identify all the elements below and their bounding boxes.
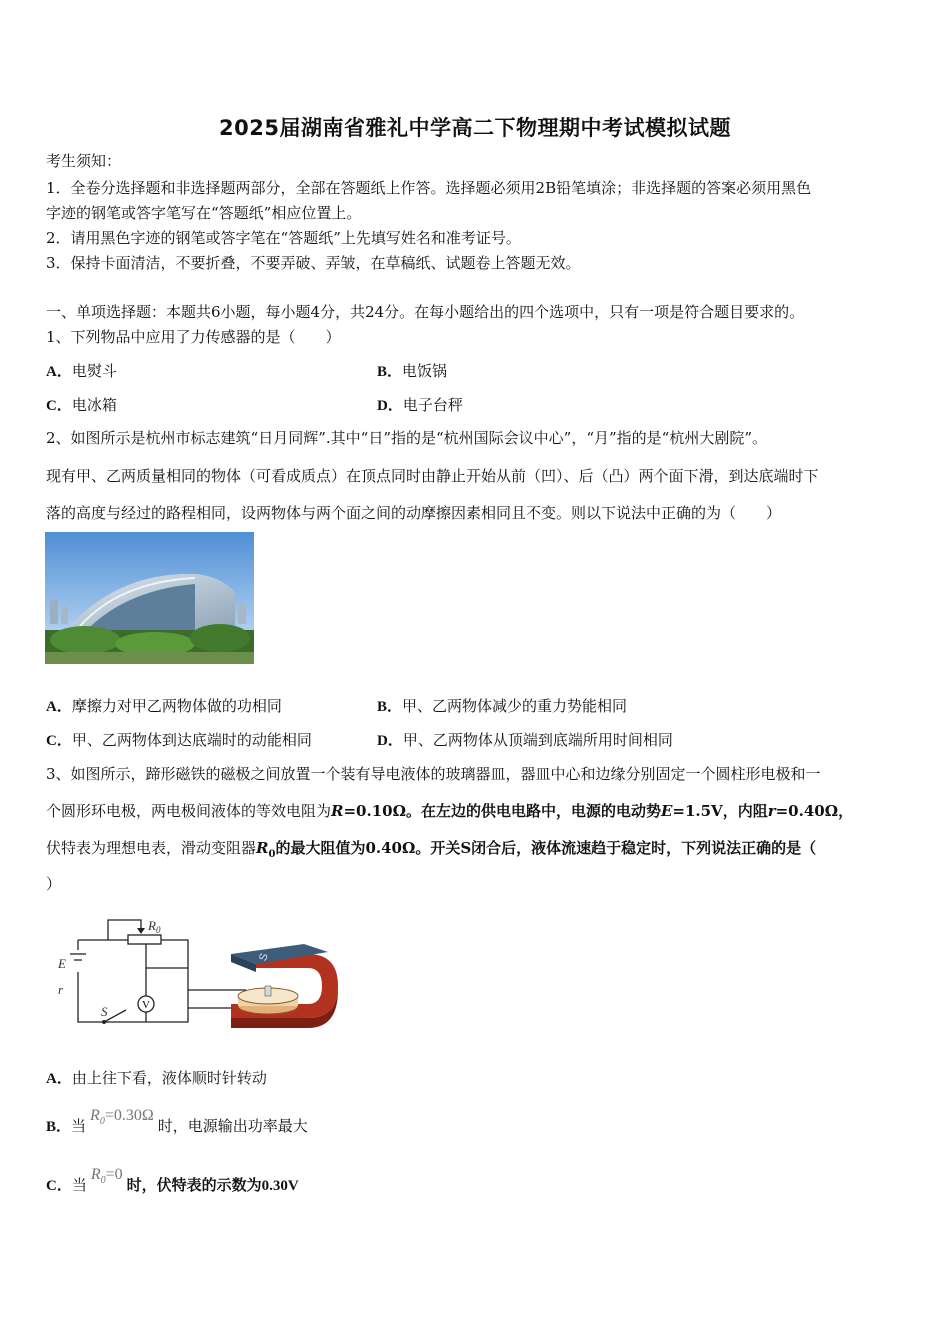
q3-option-b: B．当$R_0=0.30\Omega$时，电源输出功率最大 [46, 1107, 308, 1136]
q1-option-a: A．电熨斗 [46, 362, 117, 380]
emf-label: E [58, 956, 66, 971]
circuit-diagram [46, 910, 346, 1035]
notice-item: 字迹的钢笔或答字笔写在“答题纸”相应位置上。 [46, 204, 362, 222]
q2-stem-line: 2、如图所示是杭州市标志建筑“日月同辉”.其中“日”指的是“杭州国际会议中心”，“月”指的是“杭州大剧院”。 [46, 429, 768, 447]
magnet-pole-label: S [256, 951, 271, 963]
notice-item: 1．全卷分选择题和非选择题两部分，全部在答题纸上作答。选择题必须用2B铅笔填涂；非选择题的答案必须用黑色 [46, 179, 812, 197]
q1-stem: 1、下列物品中应用了力传感器的是（ ） [46, 328, 341, 346]
switch-label: S [101, 1004, 108, 1019]
horseshoe-magnet [231, 944, 338, 1028]
internal-resistance-label: r [58, 982, 64, 997]
section-heading: 一、单项选择题：本题共6小题，每小题4分，共24分。在每小题给出的四个选项中，只有一项是符合题目要求的。 [46, 303, 805, 321]
voltmeter-label: V [142, 999, 150, 1011]
q1-option-d: D．电子台秤 [377, 396, 463, 414]
q2-stem-line: 落的高度与经过的路程相同，设两物体与两个面之间的动摩擦因素相同且不变。则以下说法中正确的为（ ） [46, 504, 782, 522]
r0-formula: $R_0=0$ [90, 1166, 123, 1187]
q2-option-d: D．甲、乙两物体从顶端到底端所用时间相同 [377, 731, 673, 749]
page-title: 2025届湖南省雅礼中学高二下物理期中考试模拟试题 [219, 116, 731, 140]
q1-option-c: C．电冰箱 [46, 396, 117, 414]
q3-option-c: C．当$R_0=0$时，伏特表的示数为0.30V [46, 1166, 299, 1195]
q2-stem-line: 现有甲、乙两质量相同的物体（可看成质点）在顶点同时由静止开始从前（凹）、后（凸）两个面下滑，到达底端时下 [46, 467, 819, 485]
q1-option-b: B．电饭锅 [377, 362, 448, 380]
notice-item: 2．请用黑色字迹的钢笔或答字笔在“答题纸”上先填写姓名和准考证号。 [46, 229, 521, 247]
rheostat-label: $R_0$ [148, 918, 161, 935]
q3-stem-line: 个圆形环电极，两电极间液体的等效电阻为R=0.10Ω。在左边的供电电路中，电源的电动势E=1.5V，内阻r=0.40Ω， [46, 802, 854, 820]
q3-option-a: A．由上往下看，液体顺时针转动 [46, 1069, 267, 1087]
r0-formula: $R_0=0.30\Omega$ [90, 1107, 154, 1128]
building-photo [45, 532, 254, 664]
q3-stem-line: 3、如图所示，蹄形磁铁的磁极之间放置一个装有导电液体的玻璃器皿，器皿中心和边缘分别固定一个圆柱形电极和一 [46, 765, 821, 783]
q2-option-a: A．摩擦力对甲乙两物体做的功相同 [46, 697, 282, 715]
q3-stem-line: ） [46, 875, 62, 893]
q3-stem-line: 伏特表为理想电表，滑动变阻器$R_0$的最大阻值为0.40Ω。开关S闭合后，液体流速趋于稳定时，下列说法正确的是（ [46, 839, 817, 860]
notice-item: 3．保持卡面清洁，不要折叠，不要弄破、弄皱，在草稿纸、试题卷上答题无效。 [46, 254, 581, 272]
notice-header: 考生须知： [46, 152, 122, 170]
q2-option-b: B．甲、乙两物体减少的重力势能相同 [377, 697, 628, 715]
q2-option-c: C．甲、乙两物体到达底端时的动能相同 [46, 731, 312, 749]
